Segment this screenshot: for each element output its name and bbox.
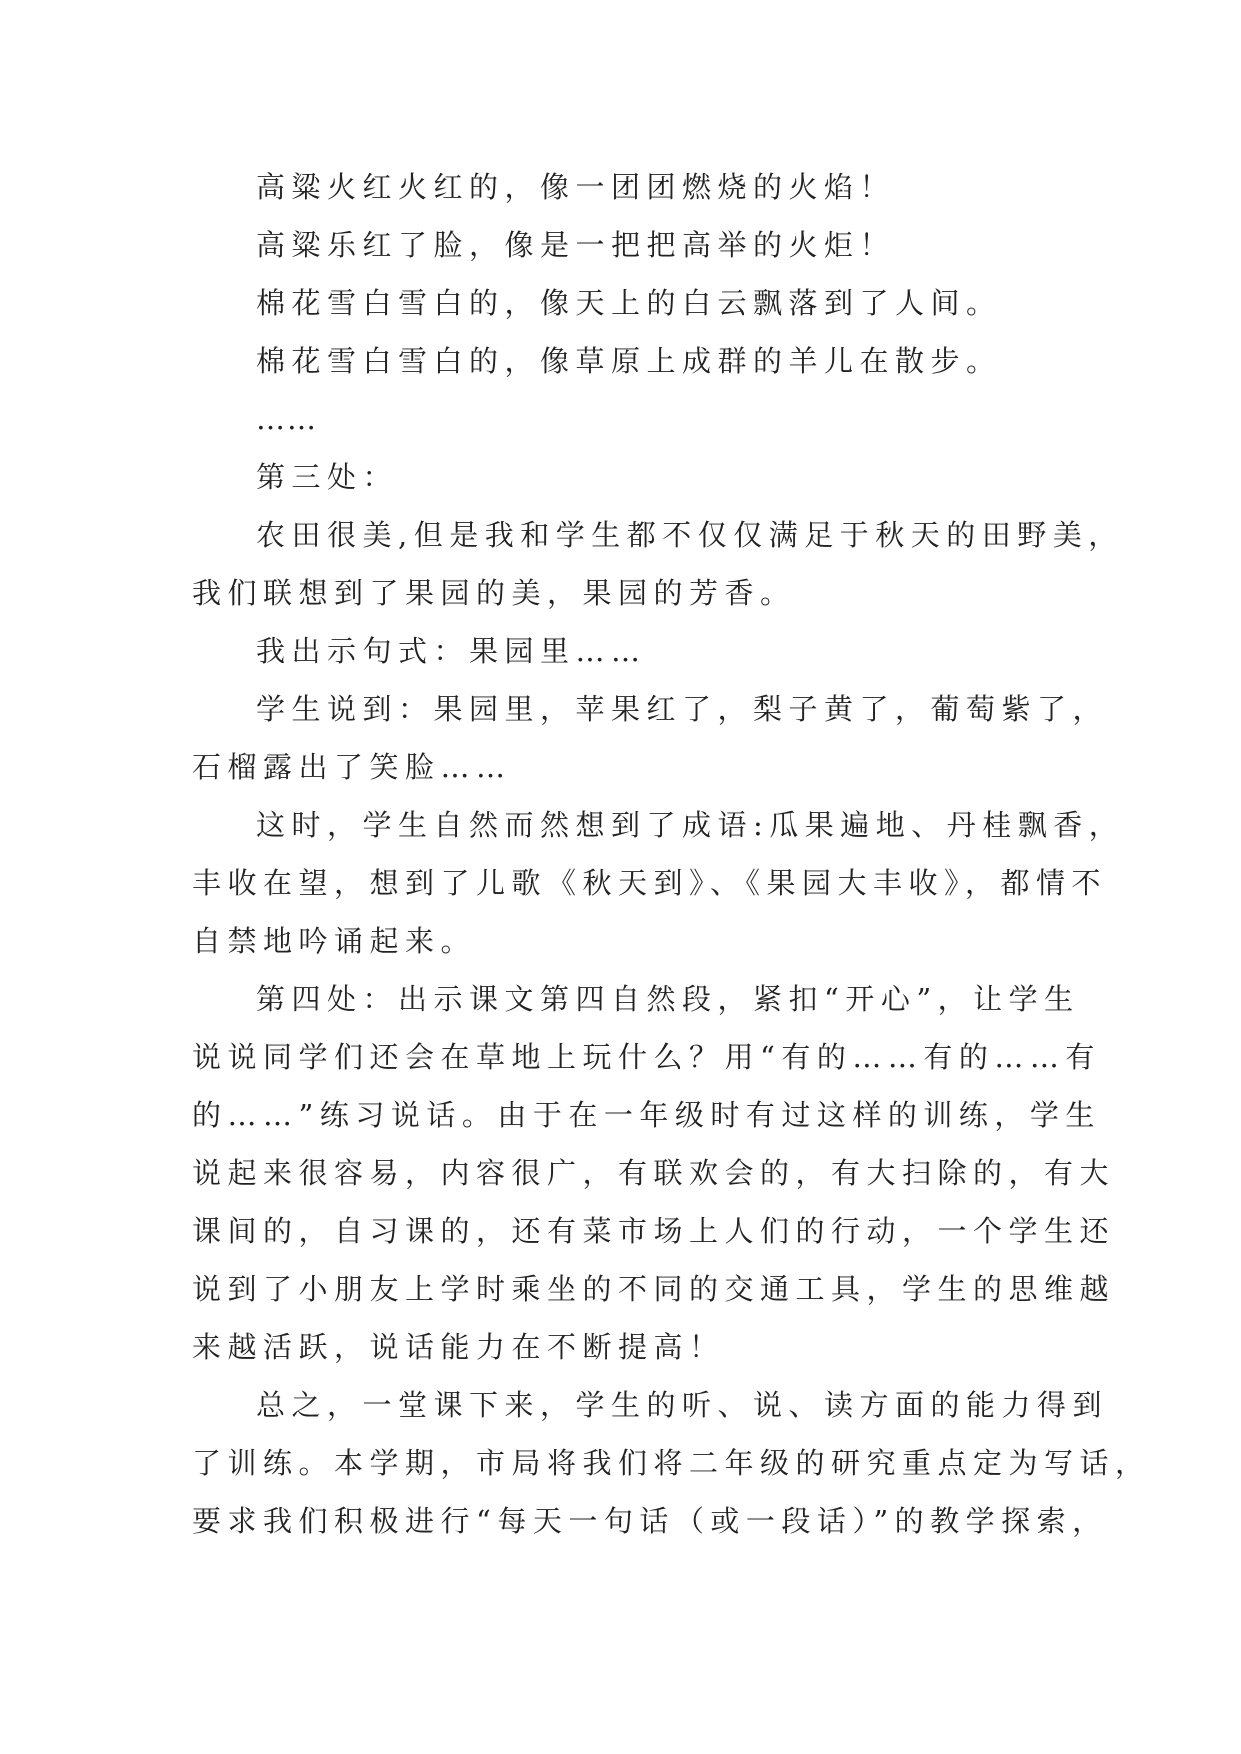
document-body	[192, 158, 1151, 1550]
text-line: 说说同学们还会在草地上玩什么？用“有的……有的……有	[192, 1040, 1101, 1074]
text-line: 总之，一堂课下来，学生的听、说、读方面的能力得到	[256, 1388, 1109, 1422]
text-line: 石榴露出了笑脸……	[192, 750, 512, 784]
text-line: 高粱火红火红的，像一团团燃烧的火焰！	[256, 170, 896, 204]
text-line: 我们联想到了果园的美，果园的芳香。	[192, 576, 796, 610]
text-line: 自禁地吟诵起来。	[192, 924, 477, 958]
text-line: 说起来很容易，内容很广，有联欢会的，有大扫除的，有大	[192, 1156, 1116, 1190]
text-line: 高粱乐红了脸，像是一把把高举的火炬！	[256, 228, 896, 262]
ellipsis-line: ……	[256, 402, 318, 436]
text-line: 要求我们积极进行“每天一句话（或一段话）”的教学探索，	[192, 1504, 1108, 1538]
text-line: 农田很美,但是我和学生都不仅仅满足于秋天的田野美，	[256, 518, 1124, 552]
text-line: 我出示句式：果园里……	[256, 634, 647, 668]
text-line: 课间的，自习课的，还有菜市场上人们的行动，一个学生还	[192, 1214, 1116, 1248]
text-line: 棉花雪白雪白的，像天上的白云飘落到了人间。	[256, 286, 1002, 320]
text-line: 的……”练习说话。由于在一年级时有过这样的训练，学生	[192, 1098, 1101, 1132]
text-line: 来越活跃，说话能力在不断提高！	[192, 1330, 725, 1364]
text-line: 丰收在望，想到了儿歌《秋天到》、《果园大丰收》，都情不	[192, 866, 1108, 900]
text-line: 学生说到：果园里，苹果红了，梨子黄了，葡萄紫了，	[256, 692, 1109, 726]
text-line: 说到了小朋友上学时乘坐的不同的交通工具，学生的思维越	[192, 1272, 1116, 1306]
text-line: 第四处：出示课文第四自然段，紧扣“开心”，让学生	[256, 982, 1080, 1016]
text-line: 了训练。本学期，市局将我们将二年级的研究重点定为写话，	[192, 1446, 1151, 1480]
section-heading: 第三处：	[256, 460, 399, 494]
text-line: 棉花雪白雪白的，像草原上成群的羊儿在散步。	[256, 344, 1002, 378]
text-line: 这时，学生自然而然想到了成语:瓜果遍地、丹桂飘香，	[256, 808, 1125, 842]
